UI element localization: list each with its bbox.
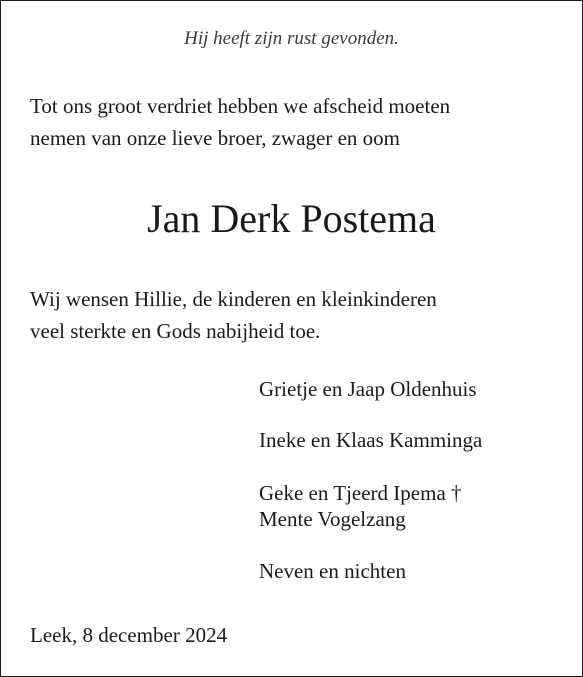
signatory: Mente Vogelzang <box>259 507 406 531</box>
intro-paragraph <box>30 90 570 154</box>
wish-paragraph <box>30 283 570 347</box>
signatory: Ineke en Klaas Kamminga <box>259 428 483 452</box>
motto: Hij heeft zijn rust gevonden. <box>184 28 399 49</box>
wish-line: Wij wensen Hillie, de kinderen en kleinkinderen <box>30 287 437 311</box>
signatory: Geke en Tjeerd Ipema † <box>259 481 462 505</box>
signatory: Neven en nichten <box>259 559 406 583</box>
deceased-name: Jan Derk Postema <box>147 196 436 241</box>
signatory: Grietje en Jaap Oldenhuis <box>259 377 477 401</box>
intro-line: nemen van onze lieve broer, zwager en oom <box>30 126 400 150</box>
place-date: Leek, 8 december 2024 <box>30 623 228 647</box>
intro-line: Tot ons groot verdriet hebben we afscheid moeten <box>30 94 451 118</box>
wish-line: veel sterkte en Gods nabijheid toe. <box>30 319 321 343</box>
